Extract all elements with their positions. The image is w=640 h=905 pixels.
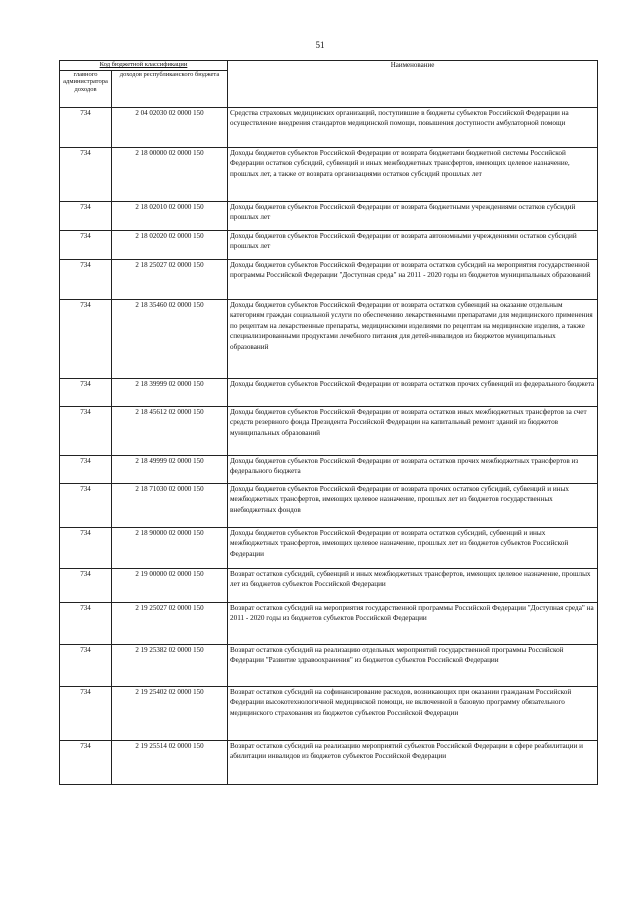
revenue-code-cell: 2 18 02010 02 0000 150: [112, 202, 228, 231]
revenue-name-cell: Доходы бюджетов субъектов Российской Федерации от возврата автономными учреждениями остатков субсидий прошлых лет: [228, 231, 598, 260]
revenue-name-cell: Возврат остатков субсидий на реализацию отдельных мероприятий государственной программы Российской Федерации "Развитие здравоохранения" из бюджетов субъектов Российской Федерации: [228, 645, 598, 687]
table-row: [60, 108, 598, 148]
table-row: [60, 484, 598, 528]
revenue-code-cell: 2 19 25402 02 0000 150: [112, 687, 228, 741]
budget-classification-table: [59, 60, 598, 785]
revenue-code-cell: 2 19 25514 02 0000 150: [112, 741, 228, 785]
table-row: [60, 528, 598, 569]
revenue-name-cell: Средства страховых медицинских организаций, поступившие в бюджеты субъектов Российской Федерации на осуществление внедрения стандартов медицинской помощи, повышения доступности амбулаторной помощи: [228, 108, 598, 148]
admin-code-cell: 734: [60, 148, 112, 202]
revenue-code-cell: 2 04 02030 02 0000 150: [112, 108, 228, 148]
revenue-name-cell: Доходы бюджетов субъектов Российской Федерации от возврата бюджетами бюджетной системы Российской Федерации остатков субсидий, субвенций и иных межбюджетных трансфертов, имеющих целевое назначение, прошлых лет, а также от возврата организациями остатков субсидий прошлых лет: [228, 148, 598, 202]
revenue-code-cell: 2 18 35460 02 0000 150: [112, 300, 228, 379]
revenue-name-cell: Возврат остатков субсидий на софинансирование расходов, возникающих при оказании гражданам Российской Федерации высокотехнологичной медицинской помощи, не включенной в базовую программу обязательного медицинского страхования из бюджетов субъектов Российской Федерации: [228, 687, 598, 741]
revenue-code-cell: 2 19 25027 02 0000 150: [112, 603, 228, 645]
table-row: [60, 741, 598, 785]
admin-code-cell: 734: [60, 231, 112, 260]
page-number: 51: [315, 40, 325, 50]
header-republican-budget-revenue: доходов республиканского бюджета: [112, 71, 228, 108]
admin-code-cell: 734: [60, 645, 112, 687]
header-name: Наименование: [228, 61, 598, 108]
revenue-name-cell: Доходы бюджетов субъектов Российской Федерации от возврата остатков иных межбюджетных трансфертов за счет средств резервного фонда Президента Российской Федерации на капитальный ремонт зданий из бюджетов муниципальных образований: [228, 407, 598, 456]
revenue-code-cell: 2 18 00000 02 0000 150: [112, 148, 228, 202]
revenue-code-cell: 2 18 39999 02 0000 150: [112, 379, 228, 407]
revenue-name-cell: Доходы бюджетов субъектов Российской Федерации от возврата прочих остатков субсидий, субвенций и иных межбюджетных трансфертов, имеющих целевое назначение, прошлых лет из бюджетов государственных внебюджетных фондов: [228, 484, 598, 528]
table-row: [60, 407, 598, 456]
admin-code-cell: 734: [60, 379, 112, 407]
revenue-name-cell: Доходы бюджетов субъектов Российской Федерации от возврата остатков субвенций на оказание отдельным категориям граждан социальной услуги по обеспечению лекарственными препаратами для медицинского применения по рецептам на лекарственные препараты, медицинскими изделиями по рецептам на медицинские изделия, а также специализированными продуктами лечебного питания для детей-инвалидов из бюджетов муниципальных образований: [228, 300, 598, 379]
admin-code-cell: 734: [60, 603, 112, 645]
table-row: [60, 456, 598, 484]
revenue-name-cell: Доходы бюджетов субъектов Российской Федерации от возврата остатков субсидий, субвенций и иных межбюджетных трансфертов, имеющих целевое назначение, прошлых лет из бюджетов субъектов Российской Федерации: [228, 528, 598, 569]
table-row: [60, 569, 598, 603]
admin-code-cell: 734: [60, 300, 112, 379]
revenue-name-cell: Доходы бюджетов субъектов Российской Федерации от возврата остатков прочих межбюджетных трансфертов из федерального бюджета: [228, 456, 598, 484]
table-row: [60, 300, 598, 379]
table-row: [60, 231, 598, 260]
revenue-name-cell: Доходы бюджетов субъектов Российской Федерации от возврата остатков прочих субвенций из федерального бюджета: [228, 379, 598, 407]
revenue-name-cell: Возврат остатков субсидий, субвенций и иных межбюджетных трансфертов, имеющих целевое назначение, прошлых лет из бюджетов субъектов Российской Федерации: [228, 569, 598, 603]
table-row: [60, 148, 598, 202]
revenue-code-cell: 2 18 90000 02 0000 150: [112, 528, 228, 569]
revenue-code-cell: 2 19 00000 02 0000 150: [112, 569, 228, 603]
revenue-code-cell: 2 18 25027 02 0000 150: [112, 260, 228, 300]
admin-code-cell: 734: [60, 202, 112, 231]
table-row: [60, 687, 598, 741]
admin-code-cell: 734: [60, 407, 112, 456]
admin-code-cell: 734: [60, 484, 112, 528]
revenue-name-cell: Возврат остатков субсидий на мероприятия государственной программы Российской Федерации "Доступная среда" на 2011 - 2020 годы из бюджетов субъектов Российской Федерации: [228, 603, 598, 645]
revenue-code-cell: 2 19 25382 02 0000 150: [112, 645, 228, 687]
admin-code-cell: 734: [60, 741, 112, 785]
admin-code-cell: 734: [60, 569, 112, 603]
revenue-name-cell: Доходы бюджетов субъектов Российской Федерации от возврата остатков субсидий на мероприятия государственной программы Российской Федерации "Доступная среда" на 2011 - 2020 годы из бюджетов муниципальных образований: [228, 260, 598, 300]
header-chief-administrator: главного администратора доходов: [60, 71, 112, 108]
revenue-code-cell: 2 18 71030 02 0000 150: [112, 484, 228, 528]
revenue-code-cell: 2 18 45612 02 0000 150: [112, 407, 228, 456]
admin-code-cell: 734: [60, 528, 112, 569]
header-classification-code: Код бюджетной классификации: [60, 61, 228, 71]
table-row: [60, 603, 598, 645]
admin-code-cell: 734: [60, 108, 112, 148]
admin-code-cell: 734: [60, 456, 112, 484]
table-row: [60, 645, 598, 687]
revenue-name-cell: Возврат остатков субсидий на реализацию мероприятий субъектов Российской Федерации в сфере реабилитации и абилитации инвалидов из бюджетов субъектов Российской Федерации: [228, 741, 598, 785]
revenue-name-cell: Доходы бюджетов субъектов Российской Федерации от возврата бюджетными учреждениями остатков субсидий прошлых лет: [228, 202, 598, 231]
table-row: [60, 202, 598, 231]
revenue-code-cell: 2 18 49999 02 0000 150: [112, 456, 228, 484]
revenue-code-cell: 2 18 02020 02 0000 150: [112, 231, 228, 260]
table-row: [60, 260, 598, 300]
admin-code-cell: 734: [60, 260, 112, 300]
admin-code-cell: 734: [60, 687, 112, 741]
table-row: [60, 379, 598, 407]
